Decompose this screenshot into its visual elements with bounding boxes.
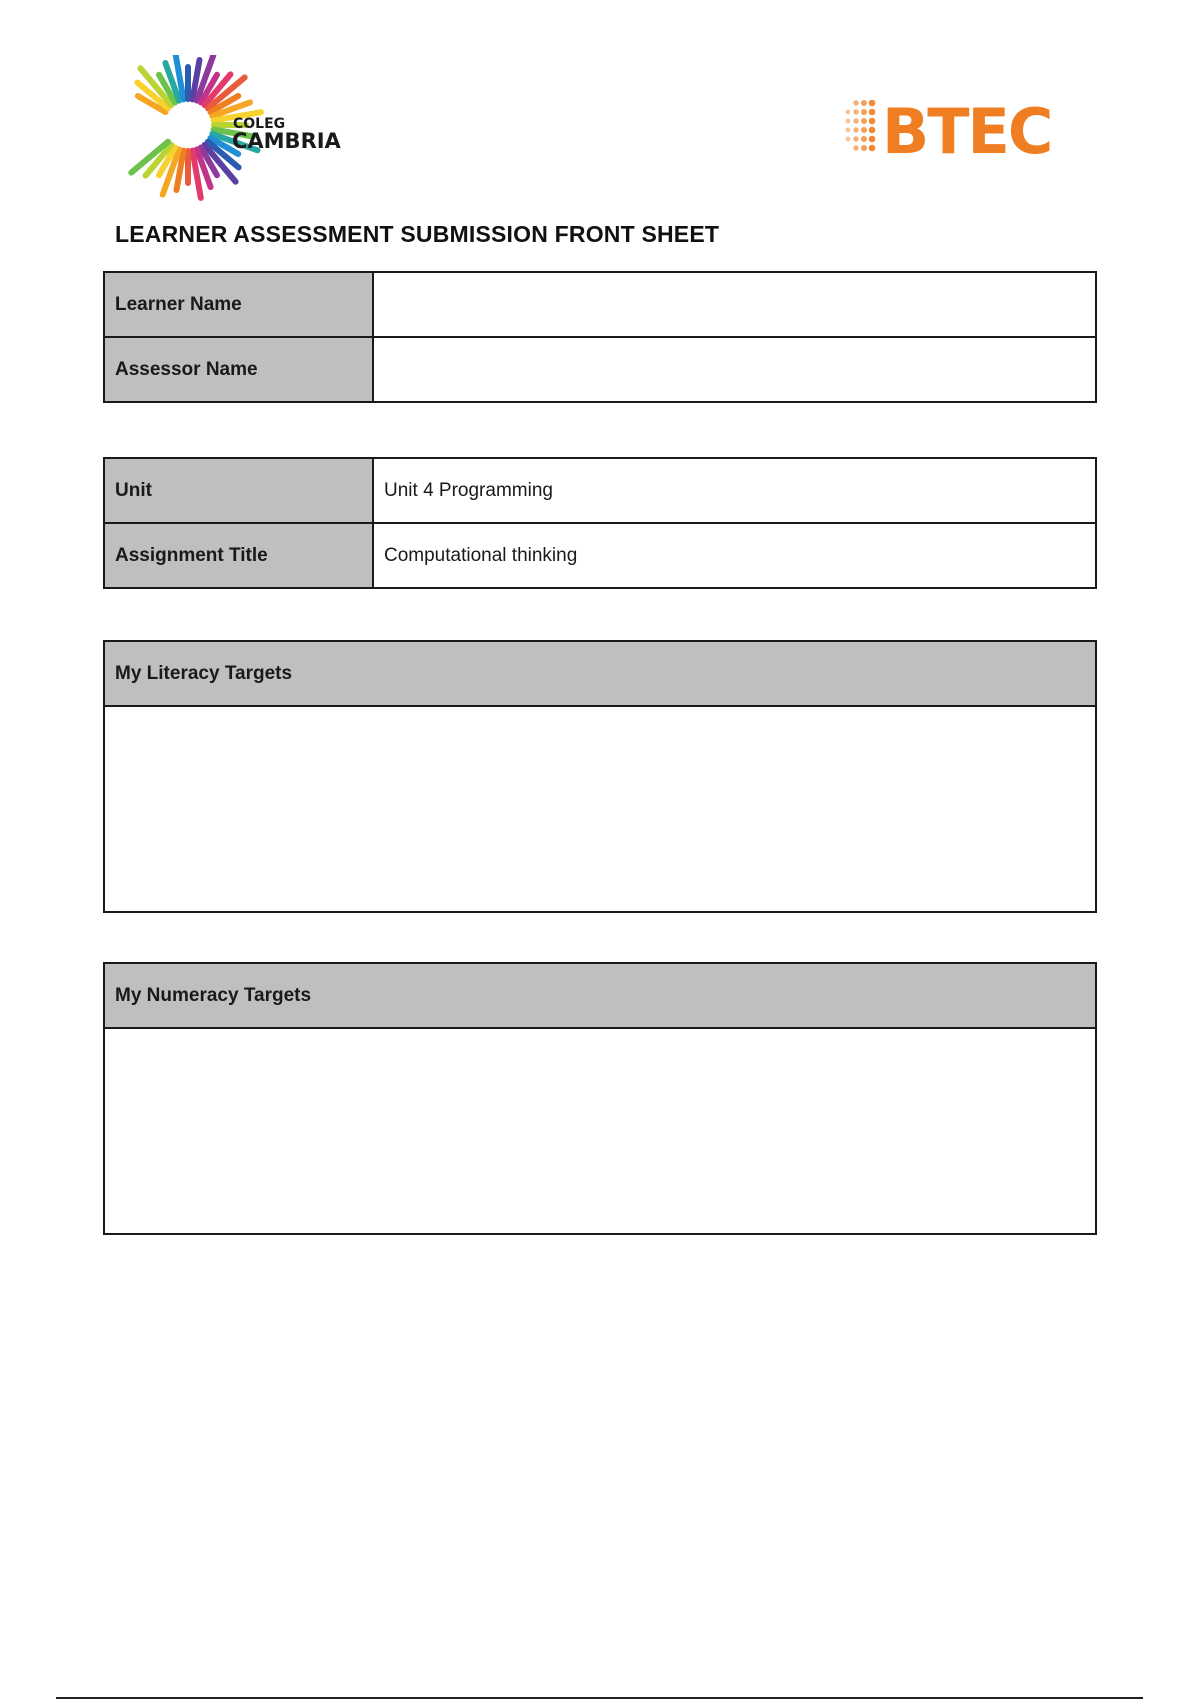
btec-dot <box>861 118 867 124</box>
literacy-targets-table <box>103 640 1097 913</box>
table-row <box>104 523 1096 588</box>
footer-divider <box>56 1697 1143 1699</box>
btec-dot <box>846 119 851 124</box>
numeracy-targets-field[interactable] <box>104 1028 1096 1234</box>
page-title: LEARNER ASSESSMENT SUBMISSION FRONT SHEET <box>115 221 720 247</box>
assignment-title-field[interactable]: Computational thinking <box>373 523 1096 588</box>
numeracy-targets-table <box>103 962 1097 1235</box>
btec-dot <box>846 137 851 142</box>
btec-dot <box>853 145 858 150</box>
btec-dot <box>869 100 876 107</box>
logo-coleg-text: COLEG <box>233 116 286 132</box>
literacy-targets-header: My Literacy Targets <box>104 641 1096 706</box>
btec-dot <box>853 100 858 105</box>
assessor-name-label: Assessor Name <box>104 337 373 402</box>
btec-dot <box>869 118 876 125</box>
btec-dot <box>861 109 867 115</box>
numeracy-targets-header: My Numeracy Targets <box>104 963 1096 1028</box>
assessor-name-field[interactable] <box>373 337 1096 402</box>
btec-dot <box>861 100 867 106</box>
coleg-cambria-logo <box>118 55 358 210</box>
unit-field[interactable]: Unit 4 Programming <box>373 458 1096 523</box>
btec-dot <box>861 145 867 151</box>
table-row <box>104 458 1096 523</box>
learner-info-table <box>103 271 1097 403</box>
assignment-info-table <box>103 457 1097 589</box>
table-row <box>104 641 1096 706</box>
btec-dot <box>853 118 858 123</box>
assignment-title-label: Assignment Title <box>104 523 373 588</box>
literacy-targets-field[interactable] <box>104 706 1096 912</box>
btec-dot <box>846 128 851 133</box>
btec-dot <box>861 136 867 142</box>
btec-dot <box>869 127 876 134</box>
btec-dot <box>853 127 858 132</box>
btec-dot <box>869 136 876 143</box>
unit-label: Unit <box>104 458 373 523</box>
btec-dot <box>861 127 867 133</box>
dot-pattern-icon <box>846 100 876 152</box>
learner-name-field[interactable] <box>373 272 1096 337</box>
btec-dot <box>853 136 858 141</box>
table-row <box>104 963 1096 1028</box>
btec-dot <box>869 145 876 152</box>
logo-cambria-text: CAMBRIA <box>232 129 341 153</box>
btec-dot <box>846 110 851 115</box>
learner-name-label: Learner Name <box>104 272 373 337</box>
btec-logo <box>840 85 1070 165</box>
btec-dot <box>869 109 876 116</box>
table-row <box>104 272 1096 337</box>
btec-dot <box>853 109 858 114</box>
table-row <box>104 706 1096 912</box>
logo-btec-text: BTEC <box>882 95 1052 165</box>
table-row <box>104 1028 1096 1234</box>
table-row <box>104 337 1096 402</box>
